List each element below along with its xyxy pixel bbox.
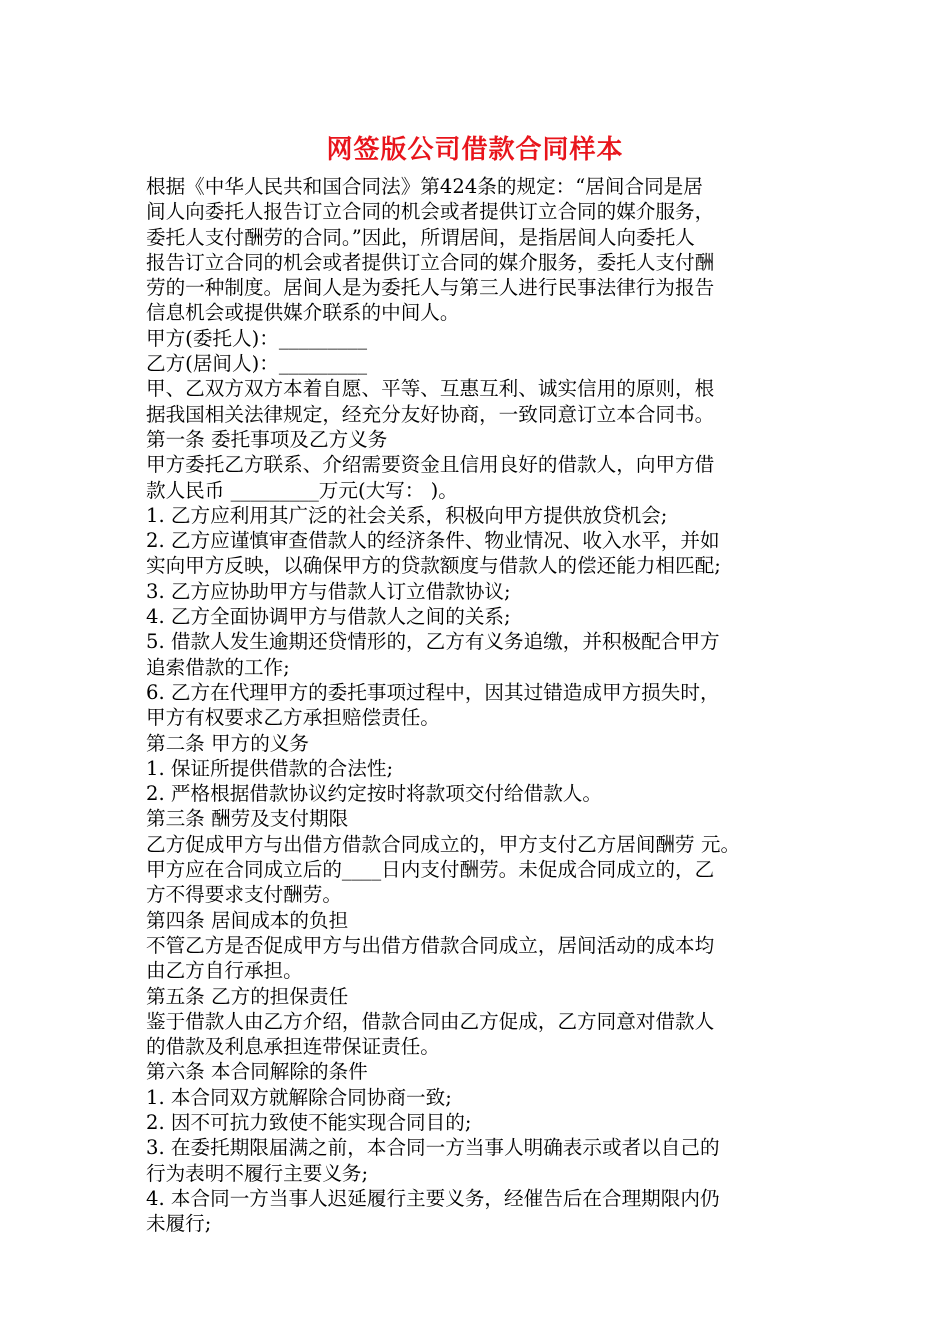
paragraph-line: 乙方促成甲方与出借方借款合同成立的，甲方支付乙方居间酬劳 元。 [146,832,741,856]
paragraph-line: 报告订立合同的机会或者提供订立合同的媒介服务，委托人支付酬 [146,250,715,274]
paragraph-line: 间人向委托人报告订立合同的机会或者提供订立合同的媒介服务， [146,200,715,224]
paragraph-line: 款人民币 _________万元(大写： )。 [146,478,458,502]
list-item: 4. 本合同一方当事人迟延履行主要义务，经催告后在合理期限内仍 [146,1186,720,1210]
list-item: 6. 乙方在代理甲方的委托事项过程中，因其过错造成甲方损失时， [146,680,720,704]
article-heading: 第三条 酬劳及支付期限 [146,807,349,831]
list-item: 甲方有权要求乙方承担赔偿责任。 [146,706,440,730]
list-item: 3. 乙方应协助甲方与借款人订立借款协议; [146,579,511,603]
document-body [146,174,816,1236]
list-item: 2. 因不可抗力致使不能实现合同目的; [146,1110,472,1134]
paragraph-line: 据我国相关法律规定，经充分友好协商，一致同意订立本合同书。 [146,402,715,426]
paragraph-line: 方不得要求支付酬劳。 [146,883,342,907]
paragraph-line: 鉴于借款人由乙方介绍，借款合同由乙方促成，乙方同意对借款人 [146,1009,715,1033]
list-item: 1. 乙方应利用其广泛的社会关系，积极向甲方提供放贷机会; [146,503,668,527]
list-item: 4. 乙方全面协调甲方与借款人之间的关系; [146,605,511,629]
paragraph-line: 根据《中华人民共和国合同法》第424条的规定：“居间合同是居 [146,175,703,198]
list-item: 3. 在委托期限届满之前，本合同一方当事人明确表示或者以自己的 [146,1136,720,1160]
list-item: 行为表明不履行主要义务; [146,1161,369,1185]
article-heading: 第二条 甲方的义务 [146,731,309,755]
article-heading: 第五条 乙方的担保责任 [146,984,349,1008]
list-item: 未履行; [146,1212,212,1236]
party-a-line: 甲方(委托人)：_________ [146,326,368,350]
paragraph-line: 甲、乙双方双方本着自愿、平等、互惠互利、诚实信用的原则，根 [146,377,715,401]
paragraph-line: 甲方应在合同成立后的____日内支付酬劳。未促成合同成立的，乙 [146,858,715,882]
list-item: 1. 保证所提供借款的合法性; [146,756,394,780]
list-item: 2. 乙方应谨慎审查借款人的经济条件、物业情况、收入水平，并如 [146,529,720,553]
paragraph-line: 由乙方自行承担。 [146,959,303,983]
article-heading: 第一条 委托事项及乙方义务 [146,427,388,451]
paragraph-line: 不管乙方是否促成甲方与出借方借款合同成立，居间活动的成本均 [146,933,715,957]
list-item: 5. 借款人发生逾期还贷情形的，乙方有义务追缴，并积极配合甲方 [146,630,720,654]
paragraph-line: 委托人支付酬劳的合同。”因此，所谓居间，是指居间人向委托人 [146,225,695,249]
paragraph-line: 信息机会或提供媒介联系的中间人。 [146,301,460,325]
paragraph-line: 劳的一种制度。居间人是为委托人与第三人进行民事法律行为报告 [146,276,715,300]
paragraph-line: 甲方委托乙方联系、介绍需要资金且信用良好的借款人，向甲方借 [146,453,715,477]
document-title: 网签版公司借款合同样本 [326,135,624,165]
party-b-line: 乙方(居间人)：_________ [146,352,368,376]
article-heading: 第六条 本合同解除的条件 [146,1060,368,1084]
list-item: 2. 严格根据借款协议约定按时将款项交付给借款人。 [146,782,602,806]
list-item: 追索借款的工作; [146,655,290,679]
paragraph-line: 的借款及利息承担连带保证责任。 [146,1035,440,1059]
list-item: 实向甲方反映，以确保甲方的贷款额度与借款人的偿还能力相匹配; [146,554,721,578]
list-item: 1. 本合同双方就解除合同协商一致; [146,1085,452,1109]
article-heading: 第四条 居间成本的负担 [146,908,349,932]
